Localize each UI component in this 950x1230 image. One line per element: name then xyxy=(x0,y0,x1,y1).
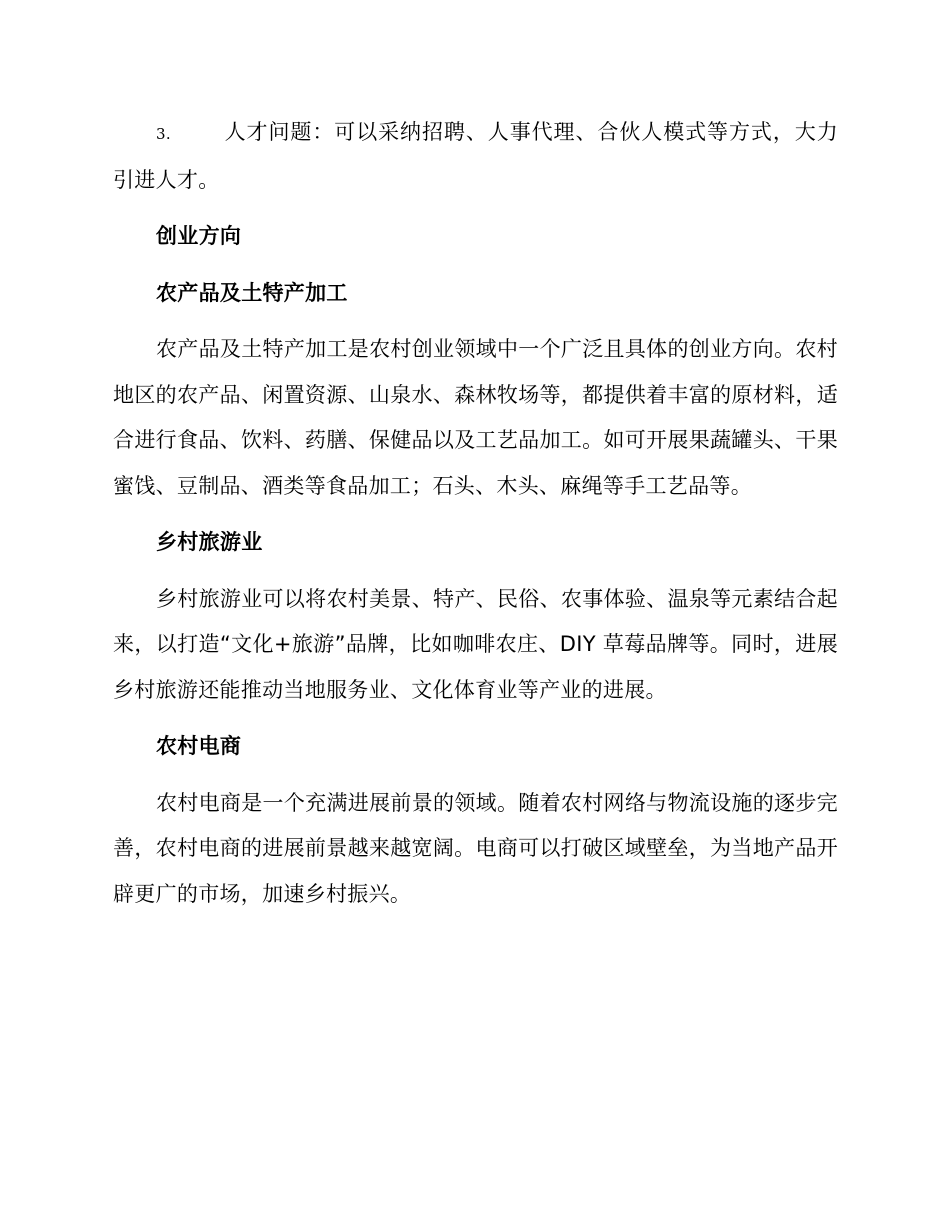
section-body-ecommerce: 农村电商是一个充满进展前景的领域。随着农村网络与物流设施的逐步完善，农村电商的进展前景越来越宽阔。电商可以打破区域壁垒，为当地产品开辟更广的市场，加速乡村振兴。 xyxy=(113,790,838,906)
list-number: 3. xyxy=(156,125,171,143)
list-item-3 xyxy=(113,110,838,203)
section-body-tourism: 乡村旅游业可以将农村美景、特产、民俗、农事体验、温泉等元素结合起来，以打造“文化+旅游”品牌，比如咖啡农庄、DIY 草莓品牌等。同时，进展乡村旅游还能推动当地服务业、文化体育业等产业的进展。 xyxy=(113,586,838,702)
list-item-text: 人才问题：可以采纳招聘、人事代理、合伙人模式等方式，大力引进人才。 xyxy=(113,120,838,192)
section-title-processing: 农产品及土特产加工 xyxy=(156,280,348,305)
section-heading-main: 创业方向 xyxy=(156,224,242,248)
section-body-processing: 农产品及土特产加工是农村创业领域中一个广泛且具体的创业方向。农村地区的农产品、闲置资源、山泉水、森林牧场等，都提供着丰富的原材料，适合进行食品、饮料、药膳、保健品以及工艺品加工。如可开展果蔬罐头、干果蜜饯、豆制品、酒类等食品加工；石头、木头、麻绳等手工艺品等。 xyxy=(113,337,838,498)
section-title-ecommerce: 农村电商 xyxy=(156,734,242,758)
section-title-tourism: 乡村旅游业 xyxy=(156,530,263,554)
